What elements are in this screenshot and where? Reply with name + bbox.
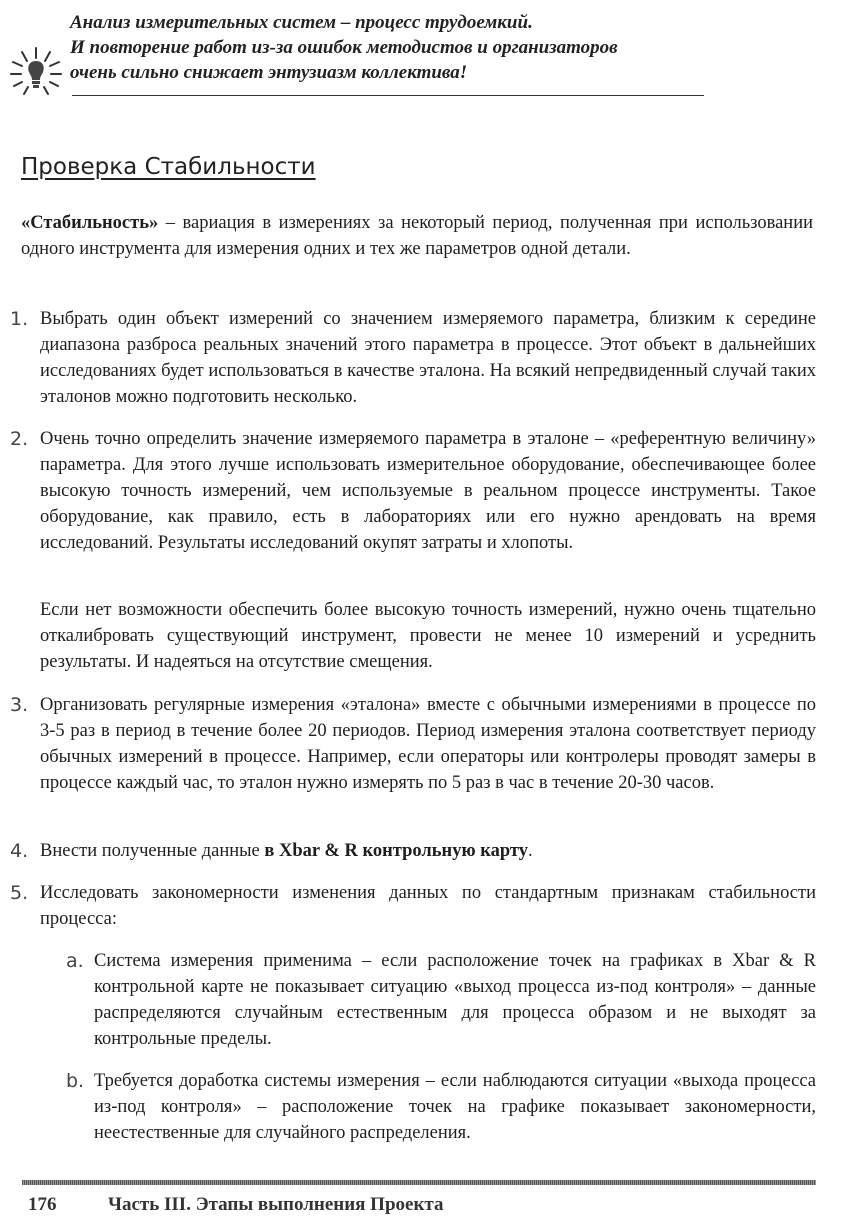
note-line-1: Анализ измерительных систем – процесс трудоемкий. <box>70 12 533 33</box>
page-footer <box>28 1194 443 1216</box>
list-item-4 <box>10 838 816 868</box>
intro-text: – вариация в измерениях за некоторый период, полученная при использовании одного инструмента для измерения одних и тех же параметров одной детали. <box>21 213 813 259</box>
sublist-item-text: Требуется доработка системы измерения – если наблюдаются ситуации «выхода процесса из-под контроля» – расположение точек на графике показывает закономерности, неестественные для случайного распределения. <box>94 1071 816 1143</box>
list-item-text-end: . <box>527 841 533 861</box>
list-item-text: Исследовать закономерности изменения данных по стандартным признакам стабильности процесса: <box>40 883 816 929</box>
list-number: 4. <box>10 840 29 862</box>
intro-paragraph <box>21 210 813 262</box>
note-line-2: И повторение работ из-за ошибок методистов и организаторов <box>70 37 618 58</box>
burst-lightbulb-icon <box>8 44 64 100</box>
list-item-5 <box>10 880 816 936</box>
section-title: Проверка Стабильности <box>21 154 316 180</box>
footer-rule <box>22 1180 816 1185</box>
page-number: 176 <box>28 1194 57 1215</box>
list-number: 1. <box>10 308 29 330</box>
xbar-r-chart-term: в Xbar & R контрольную карту <box>264 841 528 861</box>
list-item-3 <box>10 692 816 822</box>
list-item-text: Организовать регулярные измерения «эталона» вместе с обычными измерениями в процессе по 3-5 раз в период в течение более 20 периодов. Период измерения эталона соответствует периоду обычных измерений в процессе. Например, если операторы или контролеры проводят замеры в процессе каждый час, то эталон нужно измерять по 5 раз в час в течение 20-30 часов. <box>40 695 816 793</box>
note-line-3: очень сильно снижает энтузиазм коллектива! <box>70 62 468 83</box>
sublist-letter: a. <box>66 950 84 972</box>
list-item-2 <box>10 426 816 586</box>
running-title: Часть III. Этапы выполнения Проекта <box>108 1194 444 1215</box>
list-item-text: Выбрать один объект измерений со значением измеряемого параметра, близким к середине диапазона разброса реальных значений этого параметра в процессе. Этот объект в дальнейших исследованиях будет использоваться в качестве эталона. На всякий непредвиденный случай таких эталонов можно подготовить несколько. <box>40 309 816 407</box>
sublist-item-a <box>66 948 816 1054</box>
list-number: 2. <box>10 428 29 450</box>
list-item-text: Очень точно определить значение измеряемого параметра в эталоне – «референтную величину» параметра. Для этого лучше использовать измерительное оборудование, обеспечивающее более высокую точность измерений, чем используемые в реальном процессе инструменты. Такое оборудование, как правило, есть в лабораториях или его нужно арендовать на время исследований. Результаты исследований окупят затраты и хлопоты. <box>40 429 816 553</box>
list-number: 5. <box>10 882 29 904</box>
list-number: 3. <box>10 694 29 716</box>
sublist-letter: b. <box>66 1070 85 1092</box>
list-item-2-extra: Если нет возможности обеспечить более высокую точность измерений, нужно очень тщательно откалибровать существующий инструмент, провести не менее 10 измерений и усреднить результаты. И надеяться на отсутствие смещения. <box>40 600 816 672</box>
list-item-text-part: Внести полученные данные <box>40 841 265 861</box>
note-underline <box>72 95 704 96</box>
list-item-1 <box>10 306 816 416</box>
sublist-item-text: Система измерения применима – если расположение точек на графиках в Xbar & R контрольной карте не показывает ситуацию «выход процесса из-под контроля» – данные распределяются случайным естественным для процесса образом и не выходят за контрольные пределы. <box>94 951 816 1049</box>
sublist-item-b <box>66 1068 816 1148</box>
intro-term: «Стабильность» <box>21 213 159 233</box>
list-item-text <box>40 838 816 864</box>
warning-note <box>8 10 708 100</box>
